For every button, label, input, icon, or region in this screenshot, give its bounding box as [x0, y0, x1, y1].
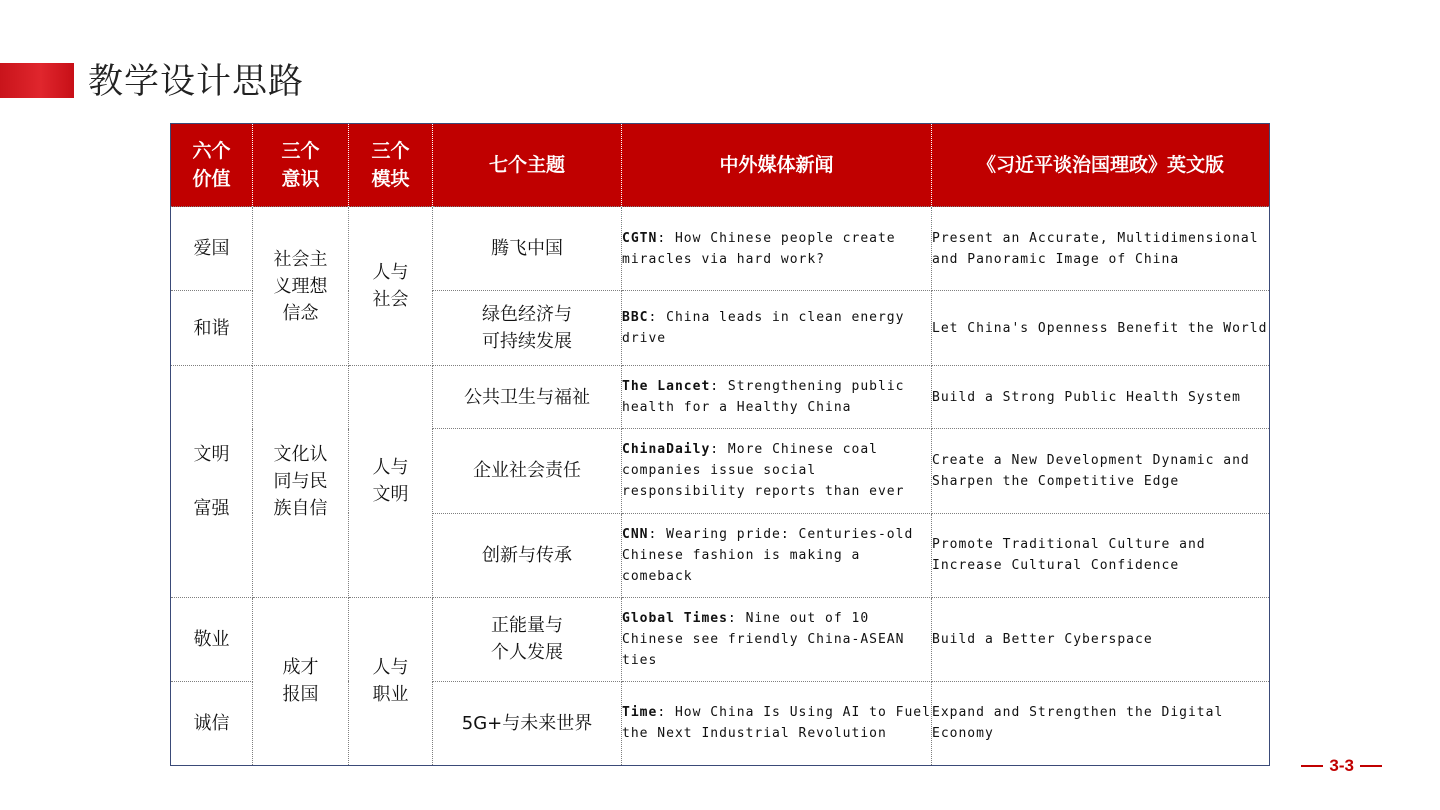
page-number-dash-right: [1360, 765, 1382, 767]
awareness-cell: 成才 报国: [253, 597, 349, 765]
value-cell: 文明 富强: [171, 366, 253, 597]
page-title: 教学设计思路: [88, 62, 305, 102]
header-seven-themes: 七个主题: [433, 124, 622, 207]
table-row: [171, 597, 1270, 681]
value-cell: 诚信: [171, 681, 253, 765]
theme-cell: 腾飞中国: [433, 207, 622, 291]
module-cell: 人与 社会: [349, 207, 433, 366]
value-cell: 敬业: [171, 597, 253, 681]
page-number-label: 3-3: [1329, 756, 1354, 775]
news-cell: Global Times: Nine out of 10 Chinese see friendly China-ASEAN ties: [622, 597, 932, 681]
news-cell: ChinaDaily: More Chinese coal companies issue social responsibility reports than ever: [622, 429, 932, 513]
news-cell: CGTN: How Chinese people create miracles via hard work?: [622, 207, 932, 291]
book-cell: Build a Strong Public Health System: [932, 366, 1270, 429]
theme-cell: 绿色经济与 可持续发展: [433, 291, 622, 366]
table-header-row: [171, 124, 1270, 207]
header-xi-book: 《习近平谈治国理政》英文版: [932, 124, 1270, 207]
book-cell: Build a Better Cyberspace: [932, 597, 1270, 681]
value-cell: 爱国: [171, 207, 253, 291]
theme-cell: 5G+与未来世界: [433, 681, 622, 765]
news-cell: CNN: Wearing pride: Centuries-old Chinese fashion is making a comeback: [622, 513, 932, 597]
teaching-design-table: [170, 123, 1270, 766]
book-cell: Let China's Openness Benefit the World: [932, 291, 1270, 366]
theme-cell: 创新与传承: [433, 513, 622, 597]
book-cell: Create a New Development Dynamic and Sharpen the Competitive Edge: [932, 429, 1270, 513]
awareness-cell: 社会主 义理想 信念: [253, 207, 349, 366]
awareness-cell: 文化认 同与民 族自信: [253, 366, 349, 597]
page-number-dash-left: [1301, 765, 1323, 767]
theme-cell: 正能量与 个人发展: [433, 597, 622, 681]
news-cell: Time: How China Is Using AI to Fuel the Next Industrial Revolution: [622, 681, 932, 765]
theme-cell: 公共卫生与福祉: [433, 366, 622, 429]
module-cell: 人与 文明: [349, 366, 433, 597]
header-three-modules: 三个 模块: [349, 124, 433, 207]
page-number: [1301, 756, 1382, 776]
header-three-awareness: 三个 意识: [253, 124, 349, 207]
value-cell: 和谐: [171, 291, 253, 366]
module-cell: 人与 职业: [349, 597, 433, 765]
title-accent-bar: [0, 63, 74, 98]
header-six-values: 六个 价值: [171, 124, 253, 207]
header-media-news: 中外媒体新闻: [622, 124, 932, 207]
table-row: [171, 366, 1270, 429]
news-cell: BBC: China leads in clean energy drive: [622, 291, 932, 366]
theme-cell: 企业社会责任: [433, 429, 622, 513]
book-cell: Present an Accurate, Multidimensional and Panoramic Image of China: [932, 207, 1270, 291]
news-cell: The Lancet: Strengthening public health for a Healthy China: [622, 366, 932, 429]
book-cell: Promote Traditional Culture and Increase Cultural Confidence: [932, 513, 1270, 597]
table-row: [171, 207, 1270, 291]
book-cell: Expand and Strengthen the Digital Economy: [932, 681, 1270, 765]
